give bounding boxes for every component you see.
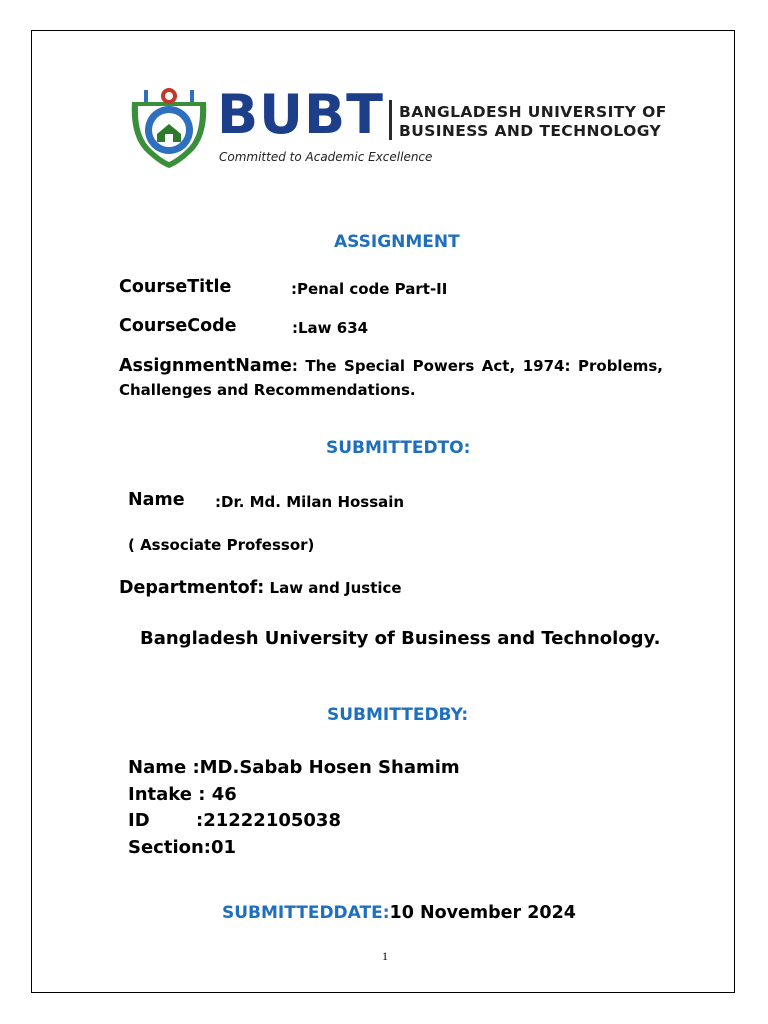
assignment-name-block xyxy=(119,354,663,402)
course-title-label: CourseTitle xyxy=(119,277,232,297)
assignment-name-label: AssignmentName xyxy=(119,356,292,376)
logo-divider xyxy=(389,100,392,140)
department-line xyxy=(119,578,402,598)
course-code-label: CourseCode xyxy=(119,316,237,336)
submitted-date-value: 10 November 2024 xyxy=(389,903,576,923)
student-id xyxy=(128,808,460,835)
submitted-by-block xyxy=(128,755,460,861)
course-title-value: :Penal code Part-II xyxy=(291,280,448,298)
submitted-date-line xyxy=(222,903,576,923)
course-code-value: :Law 634 xyxy=(292,319,369,337)
university-name: Bangladesh University of Business and Technology. xyxy=(140,628,661,649)
student-name: Name :MD.Sabab Hosen Shamim xyxy=(128,757,460,778)
logo-name-line1: BANGLADESH UNIVERSITY OF xyxy=(399,103,667,121)
submitted-to-heading: SUBMITTEDTO: xyxy=(326,438,471,458)
student-id-label: ID xyxy=(128,810,150,831)
student-id-value: :21222105038 xyxy=(196,810,341,831)
department-value: Law and Justice xyxy=(264,579,402,597)
university-seal-logo xyxy=(124,84,214,170)
submitted-to-name-label: Name xyxy=(128,490,185,510)
logo-university-name xyxy=(399,103,667,141)
logo-wordmark: BUBT xyxy=(217,83,385,146)
submitted-to-name-value: :Dr. Md. Milan Hossain xyxy=(215,493,405,511)
student-section: Section:01 xyxy=(128,836,237,858)
submitted-date-label: SUBMITTEDDATE: xyxy=(222,903,390,923)
assignment-heading: ASSIGNMENT xyxy=(334,232,460,252)
logo-name-line2: BUSINESS AND TECHNOLOGY xyxy=(399,122,662,140)
logo-tagline: Committed to Academic Excellence xyxy=(219,150,433,164)
department-label: Departmentof: xyxy=(119,578,265,598)
submitted-to-designation: ( Associate Professor) xyxy=(128,536,315,554)
assignment-name-value: : The Special Powers Act, 1974: Problems, Challenges and Recommendations. xyxy=(119,357,663,399)
submitted-by-heading: SUBMITTEDBY: xyxy=(327,705,469,725)
page-number: 1 xyxy=(382,949,388,963)
student-intake: Intake : 46 xyxy=(128,783,237,805)
